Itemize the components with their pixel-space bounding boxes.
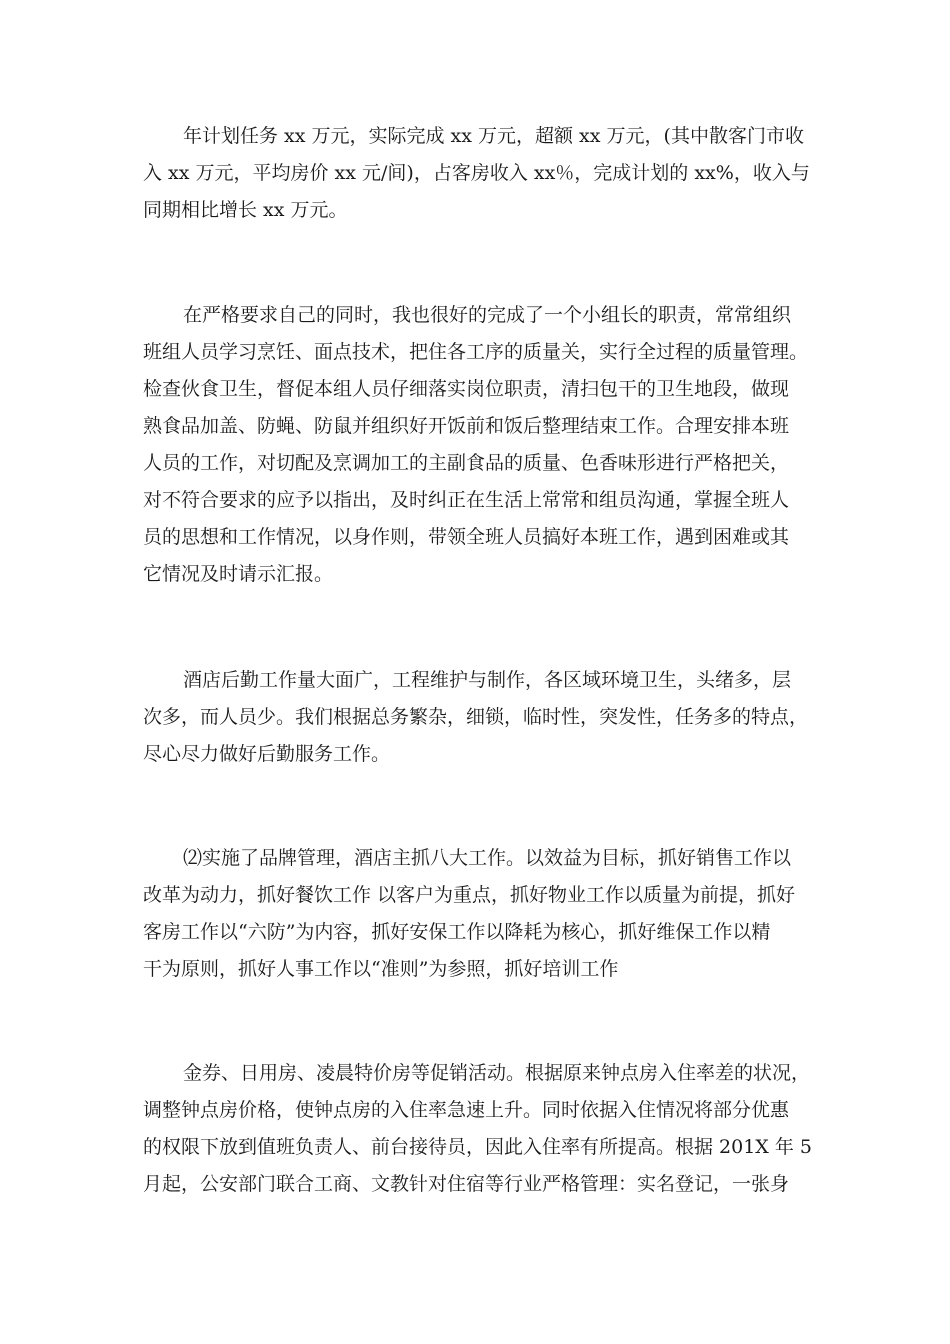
paragraph-3 (143, 662, 808, 773)
text-line: 的权限下放到值班负责人、前台接待员，因此入住率有所提高。根据 201X 年 5 (143, 1136, 813, 1158)
text-line: 酒店后勤工作量大面广，工程维护与制作，各区域环境卫生，头绪多，层 (183, 669, 792, 691)
text-line: 检查伙食卫生，督促本组人员仔细落实岗位职责，清扫包干的卫生地段，做现 (143, 378, 790, 400)
text-line: 年计划任务 xx 万元，实际完成 xx 万元，超额 xx 万元，(其中散客门市收 (183, 125, 804, 147)
text-line: 次多，而人员少。我们根据总务繁杂，细锁，临时性，突发性，任务多的特点， (143, 706, 809, 728)
text-line: 改革为动力，抓好餐饮工作 以客户为重点，抓好物业工作以质量为前提，抓好 (143, 884, 796, 906)
text-line: 月起，公安部门联合工商、文教针对住宿等行业严格管理：实名登记，一张身 (143, 1173, 790, 1195)
text-line: 它情况及时请示汇报。 (143, 563, 334, 585)
text-line: 员的思想和工作情况，以身作则，带领全班人员搞好本班工作，遇到困难或其 (143, 526, 790, 548)
text-line: 人员的工作，对切配及烹调加工的主副食品的质量、色香味形进行严格把关， (143, 452, 790, 474)
text-line: 对不符合要求的应予以指出，及时纠正在生活上常常和组员沟通，掌握全班人 (143, 489, 790, 511)
paragraph-1 (143, 118, 810, 229)
text-line: 熟食品加盖、防蝇、防鼠并组织好开饭前和饭后整理结束工作。合理安排本班 (143, 415, 790, 437)
paragraph-2 (143, 297, 808, 593)
text-line: 同期相比增长 xx 万元。 (143, 199, 348, 221)
text-line: 客房工作以“六防”为内容，抓好安保工作以降耗为核心，抓好维保工作以精 (143, 921, 771, 943)
paragraph-5 (143, 1055, 812, 1203)
paragraph-4 (143, 840, 795, 988)
text-line: 入 xx 万元，平均房价 xx 元/间)，占客房收入 xx％，完成计划的 xx%，收入与 (143, 162, 810, 184)
text-line: 在严格要求自己的同时，我也很好的完成了一个小组长的职责，常常组织 (183, 304, 792, 326)
text-line: 调整钟点房价格，使钟点房的入住率急速上升。同时依据入住情况将部分优惠 (143, 1099, 790, 1121)
text-line: ⑵实施了品牌管理，酒店主抓八大工作。以效益为目标，抓好销售工作以 (183, 847, 792, 869)
text-line: 金券、日用房、凌晨特价房等促销活动。根据原来钟点房入住率差的状况， (183, 1062, 811, 1084)
text-line: 干为原则，抓好人事工作以“准则”为参照，抓好培训工作 (143, 958, 619, 980)
text-line: 班组人员学习烹饪、面点技术，把住各工序的质量关，实行全过程的质量管理。 (143, 341, 809, 363)
text-line: 尽心尽力做好后勤服务工作。 (143, 743, 391, 765)
